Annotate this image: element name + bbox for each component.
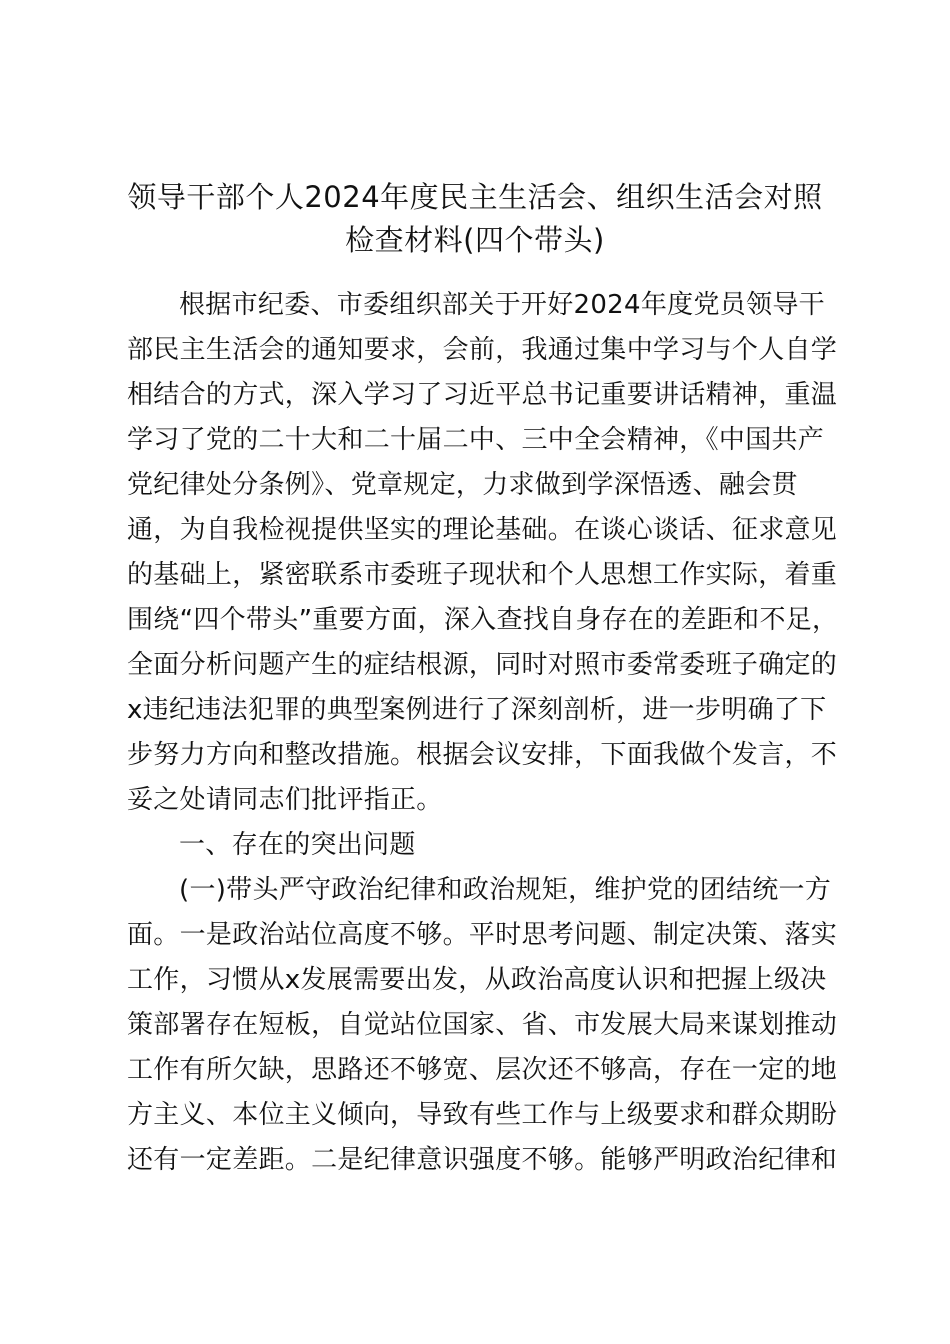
paragraph-2-line-4: 策部署存在短板，自觉站位国家、省、市发展大局来谋划推动 (127, 1010, 838, 1040)
paragraph-1-line-1: 根据市纪委、市委组织部关于开好2024年度党员领导干 (179, 290, 825, 320)
document-body (127, 283, 839, 1183)
paragraph-2-line-5: 工作有所欠缺，思路还不够宽、层次还不够高，存在一定的地 (127, 1055, 838, 1085)
paragraph-1-line-4: 学习了党的二十大和二十届二中、三中全会精神，《中国共产 (127, 425, 825, 455)
paragraph-1-line-6: 通，为自我检视提供坚实的理论基础。在谈心谈话、征求意见 (127, 515, 838, 545)
paragraph-1-line-5: 党纪律处分条例》、党章规定，力求做到学深悟透、融会贯 (127, 470, 798, 500)
paragraph-1-line-12: 妥之处请同志们批评指正。 (127, 785, 443, 815)
paragraph-2-line-3: 工作，习惯从x发展需要出发，从政治高度认识和把握上级决 (127, 965, 827, 995)
paragraph-2-line-7: 还有一定差距。二是纪律意识强度不够。能够严明政治纪律和 (127, 1145, 838, 1175)
paragraph-1-line-9: 全面分析问题产生的症结根源，同时对照市委常委班子确定的 (127, 650, 838, 680)
paragraph-1-line-10: x违纪违法犯罪的典型案例进行了深刻剖析，进一步明确了下 (127, 695, 827, 725)
section-heading: 一、存在的突出问题 (179, 830, 416, 860)
paragraph-2-line-6: 方主义、本位主义倾向，导致有些工作与上级要求和群众期盼 (127, 1100, 838, 1130)
paragraph-2-line-2: 面。一是政治站位高度不够。平时思考问题、制定决策、落实 (127, 920, 838, 950)
paragraph-1-line-8: 围绕“四个带头”重要方面，深入查找自身存在的差距和不足， (127, 605, 839, 635)
title-line-2: 检查材料(四个带头) (345, 223, 605, 257)
document-title (100, 176, 850, 262)
paragraph-1-line-3: 相结合的方式，深入学习了习近平总书记重要讲话精神，重温 (127, 380, 838, 410)
paragraph-1-line-2: 部民主生活会的通知要求，会前，我通过集中学习与个人自学 (127, 335, 838, 365)
paragraph-1-line-7: 的基础上，紧密联系市委班子现状和个人思想工作实际，着重 (127, 560, 838, 590)
paragraph-2-line-1: (一)带头严守政治纪律和政治规矩，维护党的团结统一方 (179, 875, 832, 905)
paragraph-1-line-11: 步努力方向和整改措施。根据会议安排，下面我做个发言，不 (127, 740, 838, 770)
title-line-1: 领导干部个人2024年度民主生活会、组织生活会对照 (127, 180, 823, 214)
